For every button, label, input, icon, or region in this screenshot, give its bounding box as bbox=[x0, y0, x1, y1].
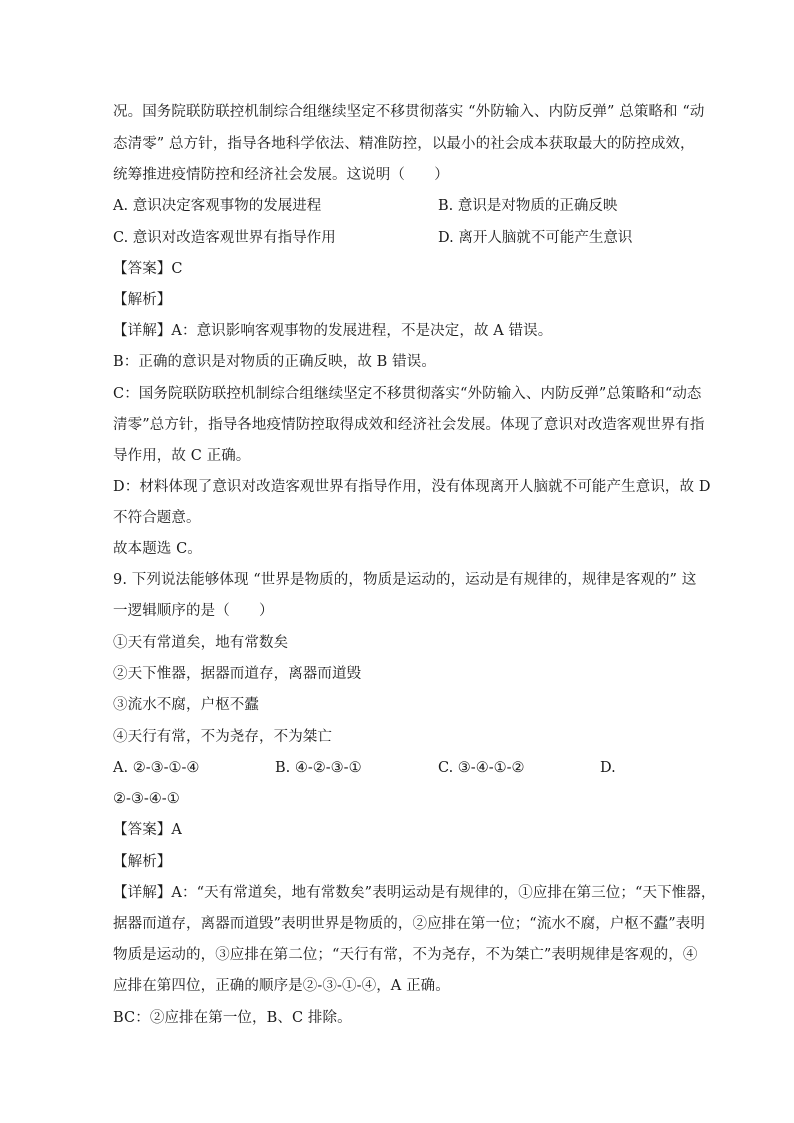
q8-analysis-line-8: 故本题选 C。 bbox=[113, 541, 202, 557]
q8-analysis-line-1: 【详解】A：意识影响客观事物的发展进程，不是决定，故 A 错误。 bbox=[113, 323, 553, 339]
q8-option-c: C. 意识对改造客观世界有指导作用 bbox=[113, 230, 336, 246]
q8-option-b: B. 意识是对物质的正确反映 bbox=[438, 198, 618, 214]
q8-analysis-line-7: 不符合题意。 bbox=[113, 510, 201, 526]
q9-option-d: D. bbox=[600, 760, 616, 776]
q8-analysis-heading: 【解析】 bbox=[113, 292, 172, 308]
q8-analysis-line-2: B：正确的意识是对物质的正确反映，故 B 错误。 bbox=[113, 354, 436, 370]
q9-option-b: B. ④-②-③-① bbox=[275, 760, 362, 776]
q9-analysis-line-1: 【详解】A：“天有常道矣，地有常数矣”表明运动是有规律的，①应排在第三位；“天下惟器， bbox=[113, 885, 716, 901]
q9-analysis-line-2: 据器而道存，离器而道毁”表明世界是物质的，②应排在第一位；“流水不腐，户枢不蠹”表明 bbox=[113, 916, 705, 932]
q8-analysis-line-5: 导作用，故 C 正确。 bbox=[113, 448, 251, 464]
q9-item-3: ③流水不腐，户枢不蠹 bbox=[113, 697, 259, 713]
q9-item-1: ①天有常道矣，地有常数矣 bbox=[113, 635, 289, 651]
q9-stem-line-2: 一逻辑顺序的是（ ） bbox=[113, 603, 274, 619]
q8-option-a: A. 意识决定客观事物的发展进程 bbox=[113, 198, 322, 214]
q8-analysis-line-6: D：材料体现了意识对改造客观世界有指导作用，没有体现离开人脑就不可能产生意识，故 D bbox=[113, 479, 711, 495]
q8-answer: 【答案】C bbox=[113, 261, 183, 277]
q8-analysis-line-3: C：国务院联防联控机制综合组继续坚定不移贯彻落实“外防输入、内防反弹”总策略和“动态 bbox=[113, 386, 702, 402]
q8-stem-line-1: 况。国务院联防联控机制综合组继续坚定不移贯彻落实 “外防输入、内防反弹” 总策略和 “动 bbox=[113, 104, 705, 120]
q9-item-2: ②天下惟器，据器而道存，离器而道毁 bbox=[113, 666, 362, 682]
q9-analysis-line-3: 物质是运动的，③应排在第二位；“天行有常，不为尧存，不为桀亡”表明规律是客观的，④ bbox=[113, 947, 698, 963]
q9-option-a: A. ②-③-①-④ bbox=[113, 760, 200, 776]
q8-option-d: D. 离开人脑就不可能产生意识 bbox=[438, 230, 633, 246]
q8-stem-line-3: 统筹推进疫情防控和经济社会发展。这说明（ ） bbox=[113, 167, 449, 183]
q8-analysis-line-4: 清零”总方针，指导各地疫情防控取得成效和经济社会发展。体现了意识对改造客观世界有指 bbox=[113, 417, 705, 433]
q9-option-d-wrap: ②-③-④-① bbox=[113, 791, 180, 807]
q9-stem-line-1: 9. 下列说法能够体现 “世界是物质的，物质是运动的，运动是有规律的，规律是客观的” 这 bbox=[113, 572, 697, 588]
q9-option-c: C. ③-④-①-② bbox=[438, 760, 525, 776]
q9-item-4: ④天行有常，不为尧存，不为桀亡 bbox=[113, 729, 332, 745]
q8-stem-line-2: 态清零” 总方针，指导各地科学依法、精准防控，以最小的社会成本获取最大的防控成效， bbox=[113, 136, 695, 152]
q9-answer: 【答案】A bbox=[113, 822, 182, 838]
q9-analysis-line-4: 应排在第四位，正确的顺序是②-③-①-④，A 正确。 bbox=[113, 978, 450, 994]
q9-analysis-heading: 【解析】 bbox=[113, 854, 172, 870]
q9-analysis-line-5: BC：②应排在第一位，B、C 排除。 bbox=[113, 1010, 352, 1026]
